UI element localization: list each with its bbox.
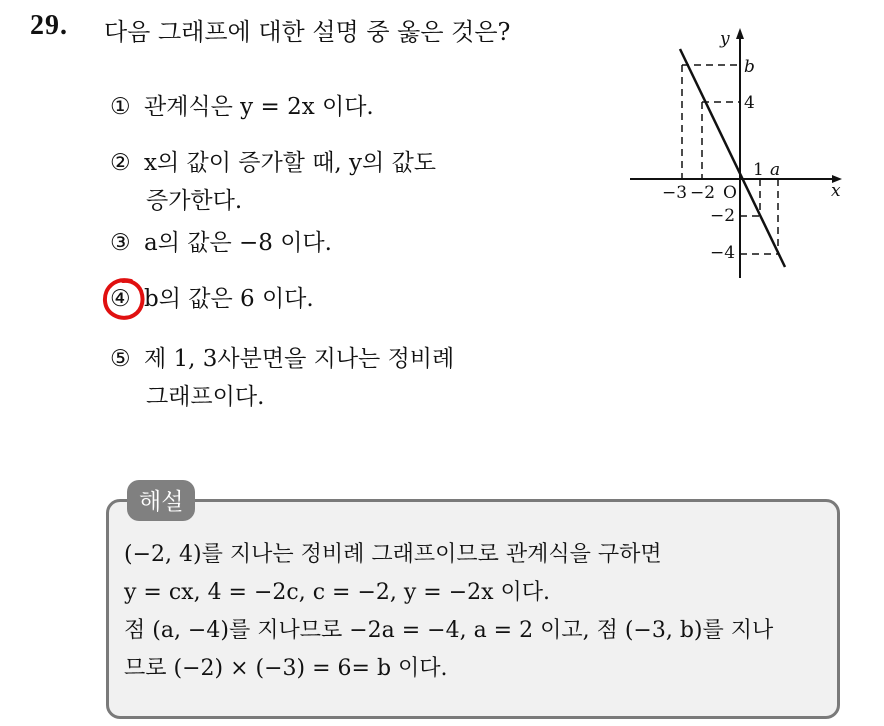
label-neg2: −2 <box>690 183 716 203</box>
label-a: a <box>770 160 781 180</box>
solution-line-4: 므로 (−2) × (−3) = 6= b 이다. <box>124 656 448 681</box>
solution-tag: 해설 <box>127 480 195 521</box>
question-stem: 다음 그래프에 대한 설명 중 옳은 것은? <box>104 18 511 46</box>
option-3-text: a의 값은 −8 이다. <box>144 230 332 256</box>
label-4: 4 <box>744 93 755 113</box>
origin-label: O <box>723 183 737 203</box>
option-2-continuation: 증가한다. <box>146 188 243 214</box>
y-axis-arrow <box>736 28 744 39</box>
option-2-text: x의 값이 증가할 때, y의 값도 <box>144 150 437 176</box>
option-4-number: ④ <box>110 286 131 312</box>
option-2[interactable] <box>110 144 436 220</box>
option-1-number: ① <box>110 94 131 120</box>
answer-circle-mark <box>101 276 147 322</box>
solution-line-1: (−2, 4)를 지나는 정비례 그래프이므로 관계식을 구하면 <box>124 542 662 567</box>
option-5[interactable] <box>110 340 454 416</box>
option-1[interactable] <box>110 88 374 126</box>
option-2-number: ② <box>110 150 131 176</box>
option-4-text: b의 값은 6 이다. <box>144 286 314 312</box>
solution-line-2: y = cx, 4 = −2c, c = −2, y = −2x 이다. <box>124 580 551 605</box>
label-1: 1 <box>753 160 764 180</box>
label-neg2-y: −2 <box>710 206 736 226</box>
option-5-text: 제 1, 3사분면을 지나는 정비례 <box>144 346 455 372</box>
label-neg4: −4 <box>710 243 736 263</box>
label-neg3: −3 <box>662 183 688 203</box>
graph-line <box>680 49 785 267</box>
option-5-number: ⑤ <box>110 346 131 372</box>
label-b: b <box>744 57 755 77</box>
option-5-continuation: 그래프이다. <box>146 384 265 410</box>
question-number: 29. <box>30 10 68 41</box>
option-3[interactable] <box>110 224 332 262</box>
y-axis-label: y <box>720 29 730 49</box>
graph <box>620 22 850 282</box>
solution-line-3: 점 (a, −4)를 지나므로 −2a = −4, a = 2 이고, 점 (−3, b)를 지나 <box>124 618 774 643</box>
x-axis-label: x <box>831 181 841 201</box>
solution-text <box>124 536 834 688</box>
option-3-number: ③ <box>110 230 131 256</box>
option-1-text: 관계식은 y = 2x 이다. <box>144 94 374 120</box>
